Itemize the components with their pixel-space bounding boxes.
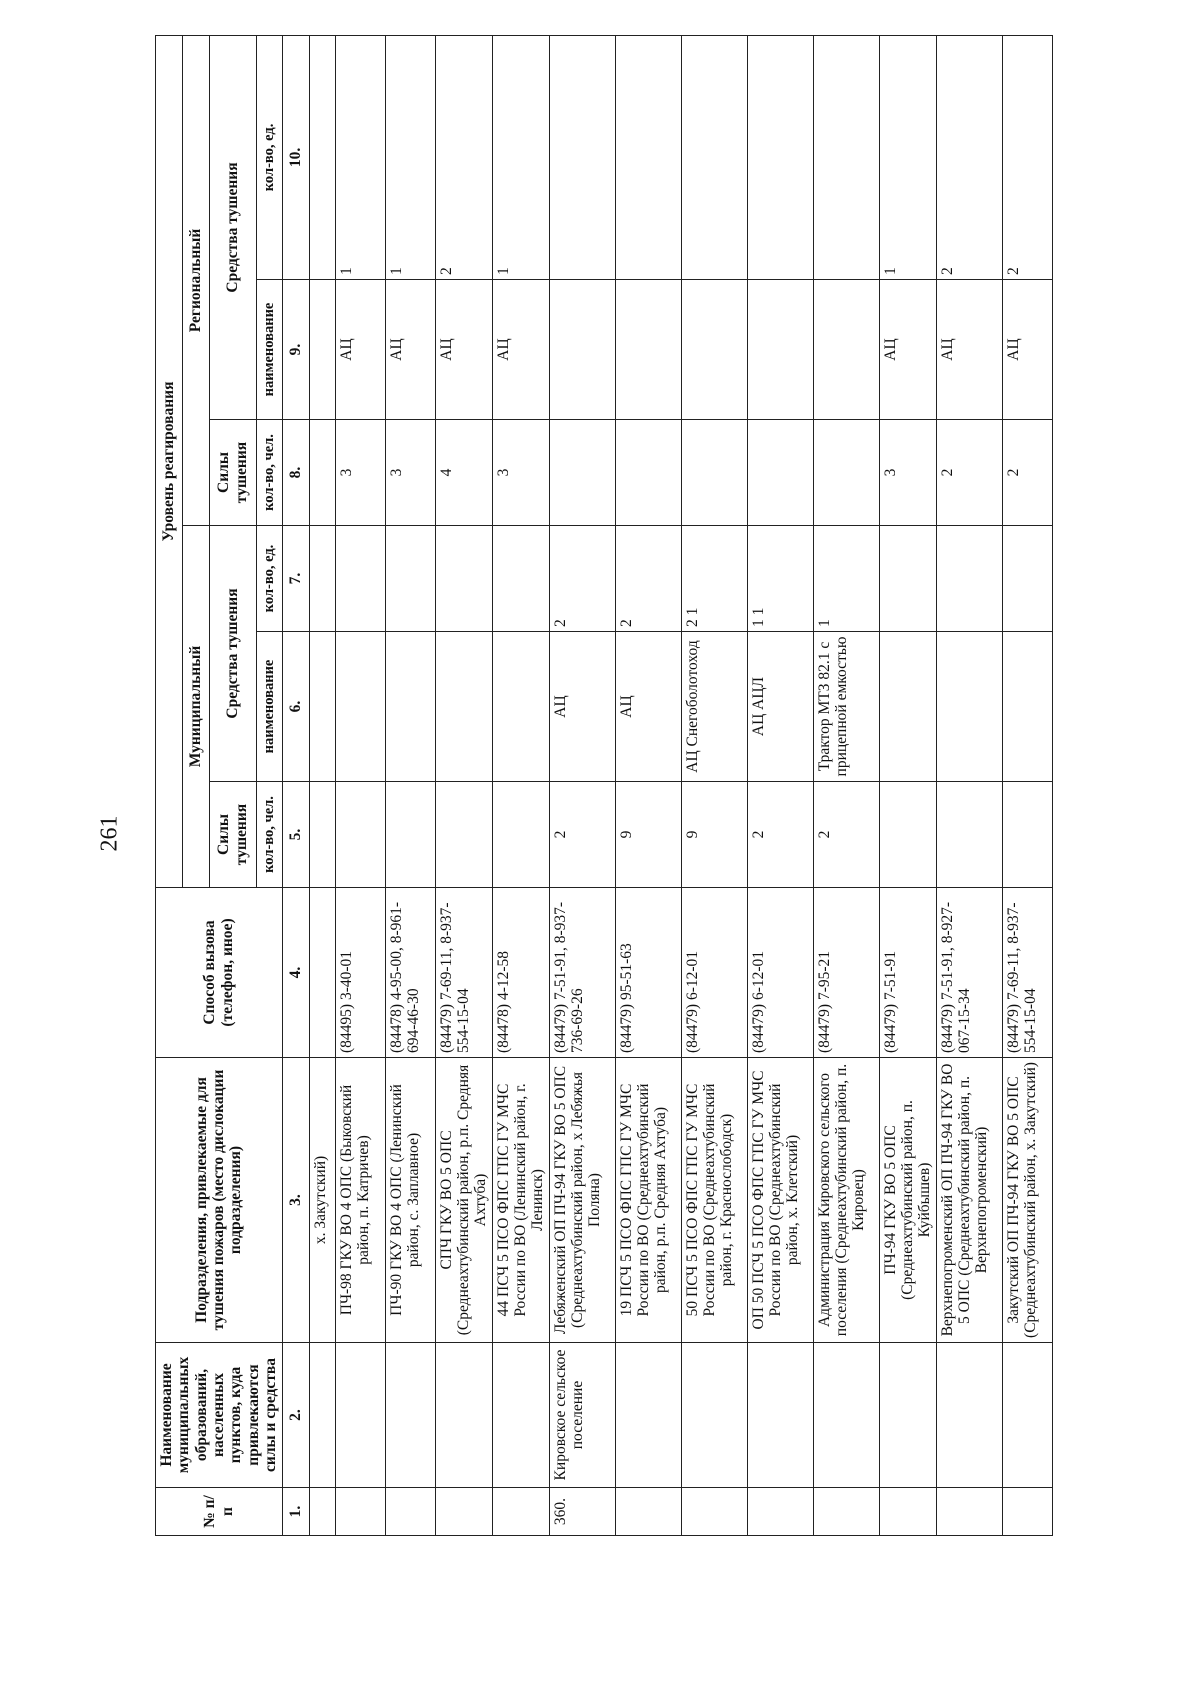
cell-r-means: АЦ — [879, 280, 936, 420]
table-row — [549, 35, 615, 1535]
cell-r-forces: 2 — [936, 420, 1002, 526]
header-m-count-units: кол-во, ед. — [257, 526, 282, 632]
cell-municipality — [1002, 1343, 1052, 1488]
column-number: 5. — [282, 782, 309, 888]
header-m-forces: Силы тушения — [209, 782, 257, 888]
cell-municipality — [615, 1343, 681, 1488]
cell-call: (84478) 4-95-00, 8-961-694-46-30 — [385, 888, 435, 1058]
cell-municipality — [435, 1343, 492, 1488]
cell-unit: 50 ПСЧ 5 ПСО ФПС ГПС ГУ МЧС России по ВО (Среднеахтубинский район, г. Краснослободск) — [681, 1058, 747, 1343]
cell-r-forces — [615, 420, 681, 526]
cell-call: (84479) 7-51-91, 8-927-067-15-34 — [936, 888, 1002, 1058]
cell-r-means: АЦ — [936, 280, 1002, 420]
cell-r-count — [615, 35, 681, 279]
cell-m-count: 2 — [549, 526, 615, 632]
table-row — [879, 35, 936, 1535]
cell-municipality — [813, 1343, 879, 1488]
header-call: Способ вызова (телефон, иное) — [156, 888, 283, 1058]
header-r-name: наименование — [257, 280, 282, 420]
cell-r-count — [813, 35, 879, 279]
column-number: 10. — [282, 35, 309, 279]
cell-r-count: 2 — [435, 35, 492, 279]
header-municipal: Муниципальный — [182, 526, 209, 888]
cell-r-means — [681, 280, 747, 420]
table-row — [435, 35, 492, 1535]
page-number: 261 — [96, 815, 123, 852]
cell-m-means: АЦ — [615, 632, 681, 782]
table-row — [681, 35, 747, 1535]
cell-municipality — [879, 1343, 936, 1488]
cell-num — [309, 1488, 335, 1536]
cell-unit: СПЧ ГКУ ВО 5 ОПС (Среднеахтубинский район, р.п. Средняя Ахтуба) — [435, 1058, 492, 1343]
cell-r-forces — [813, 420, 879, 526]
header-regional: Региональный — [182, 35, 209, 525]
table-row — [936, 35, 1002, 1535]
cell-r-means: АЦ — [1002, 280, 1052, 420]
cell-r-forces — [681, 420, 747, 526]
cell-m-forces — [492, 782, 549, 888]
cell-r-count — [747, 35, 813, 279]
cell-r-count — [549, 35, 615, 279]
cell-r-forces — [549, 420, 615, 526]
cell-unit: х. Закутский) — [309, 1058, 335, 1343]
cell-r-count: 2 — [936, 35, 1002, 279]
cell-m-means — [385, 632, 435, 782]
cell-unit: Закутский ОП ПЧ-94 ГКУ ВО 5 ОПС (Среднеахтубинский район, х. Закутский) — [1002, 1058, 1052, 1343]
cell-m-count: 1 — [813, 526, 879, 632]
cell-r-count: 2 — [1002, 35, 1052, 279]
cell-m-forces: 2 — [747, 782, 813, 888]
cell-m-means — [309, 632, 335, 782]
cell-m-means: Трактор МТЗ 82.1 с прицепной емкостью — [813, 632, 879, 782]
cell-m-count — [385, 526, 435, 632]
cell-m-means — [879, 632, 936, 782]
cell-m-forces — [385, 782, 435, 888]
cell-call: (84479) 6-12-01 — [681, 888, 747, 1058]
cell-r-means — [615, 280, 681, 420]
cell-municipality — [385, 1343, 435, 1488]
cell-unit: Администрация Кировского сельского поселения (Среднеахтубинский район, п. Кировец) — [813, 1058, 879, 1343]
cell-m-forces — [309, 782, 335, 888]
cell-r-forces: 4 — [435, 420, 492, 526]
cell-m-forces — [435, 782, 492, 888]
cell-r-forces: 3 — [879, 420, 936, 526]
cell-num — [747, 1488, 813, 1536]
cell-r-means: АЦ — [492, 280, 549, 420]
column-number: 6. — [282, 632, 309, 782]
cell-num — [335, 1488, 385, 1536]
header-r-count-people: кол-во, чел. — [257, 420, 282, 526]
cell-call: (84479) 95-51-63 — [615, 888, 681, 1058]
header-municipality: Наименование муниципальных образований, населенных пунктов, куда привлекаются силы и средства — [156, 1343, 283, 1488]
table-header — [156, 35, 283, 1535]
cell-m-forces — [1002, 782, 1052, 888]
header-num: № п/п — [156, 1488, 283, 1536]
cell-num — [1002, 1488, 1052, 1536]
cell-num — [813, 1488, 879, 1536]
cell-call — [309, 888, 335, 1058]
cell-m-count — [335, 526, 385, 632]
cell-r-means: АЦ — [435, 280, 492, 420]
cell-num — [435, 1488, 492, 1536]
header-r-forces: Силы тушения — [209, 420, 257, 526]
cell-unit: 19 ПСЧ 5 ПСО ФПС ГПС ГУ МЧС России по ВО (Среднеахтубинский район, р.п. Средняя Ахтуба) — [615, 1058, 681, 1343]
header-m-name: наименование — [257, 632, 282, 782]
cell-m-forces — [335, 782, 385, 888]
cell-m-count — [879, 526, 936, 632]
cell-m-count — [936, 526, 1002, 632]
cell-m-means: АЦ АЦЛ — [747, 632, 813, 782]
table-row — [309, 35, 335, 1535]
table-row — [615, 35, 681, 1535]
cell-num — [879, 1488, 936, 1536]
cell-m-means — [435, 632, 492, 782]
cell-r-count — [681, 35, 747, 279]
cell-r-means: АЦ — [385, 280, 435, 420]
cell-municipality — [936, 1343, 1002, 1488]
header-r-count-units: кол-во, ед. — [257, 35, 282, 279]
cell-num — [385, 1488, 435, 1536]
cell-call: (84495) 3-40-01 — [335, 888, 385, 1058]
table-row — [492, 35, 549, 1535]
table-body — [282, 35, 1052, 1535]
cell-m-count — [1002, 526, 1052, 632]
cell-num — [615, 1488, 681, 1536]
column-number-row — [282, 35, 309, 1535]
header-r-means: Средства тушения — [209, 35, 257, 419]
cell-m-means — [335, 632, 385, 782]
cell-unit: Лебяженский ОП ПЧ-94 ГКУ ВО 5 ОПС (Среднеахтубинский район, х Лебяжья Поляна) — [549, 1058, 615, 1343]
column-number: 9. — [282, 280, 309, 420]
cell-call: (84479) 6-12-01 — [747, 888, 813, 1058]
cell-r-forces: 2 — [1002, 420, 1052, 526]
cell-call: (84479) 7-51-91 — [879, 888, 936, 1058]
cell-unit: ПЧ-98 ГКУ ВО 4 ОПС (Быковский район, п. Катричев) — [335, 1058, 385, 1343]
cell-call: (84479) 7-51-91, 8-937-736-69-26 — [549, 888, 615, 1058]
cell-r-count: 1 — [335, 35, 385, 279]
cell-r-forces: 3 — [385, 420, 435, 526]
cell-r-forces: 3 — [492, 420, 549, 526]
cell-m-means: АЦ — [549, 632, 615, 782]
column-number: 4. — [282, 888, 309, 1058]
cell-unit: ОП 50 ПСЧ 5 ПСО ФПС ГПС ГУ МЧС России по ВО (Среднеахтубинский район, х. Клетский) — [747, 1058, 813, 1343]
cell-municipality — [335, 1343, 385, 1488]
column-number: 1. — [282, 1488, 309, 1536]
cell-call: (84478) 4-12-58 — [492, 888, 549, 1058]
cell-m-forces: 2 — [813, 782, 879, 888]
cell-unit: Верхнепогроменский ОП ПЧ-94 ГКУ ВО 5 ОПС (Среднеахтубинский район, п. Верхнепогроменский) — [936, 1058, 1002, 1343]
table-row — [385, 35, 435, 1535]
cell-r-forces — [747, 420, 813, 526]
cell-r-forces: 3 — [335, 420, 385, 526]
cell-m-forces — [936, 782, 1002, 888]
column-number: 3. — [282, 1058, 309, 1343]
header-units: Подразделения, привлекаемые для тушения пожаров (место дислокации подразделения) — [156, 1058, 283, 1343]
cell-num — [681, 1488, 747, 1536]
cell-m-forces — [879, 782, 936, 888]
forces-table — [155, 35, 1053, 1536]
cell-r-count: 1 — [879, 35, 936, 279]
cell-num: 360. — [549, 1488, 615, 1536]
cell-municipality — [681, 1343, 747, 1488]
cell-m-means — [1002, 632, 1052, 782]
cell-call: (84479) 7-69-11, 8-937-554-15-04 — [435, 888, 492, 1058]
table-row — [747, 35, 813, 1535]
cell-r-means — [813, 280, 879, 420]
column-number: 7. — [282, 526, 309, 632]
cell-unit: ПЧ-94 ГКУ ВО 5 ОПС (Среднеахтубинский район, п. Куйбышев) — [879, 1058, 936, 1343]
cell-m-count: 2 — [615, 526, 681, 632]
column-number: 8. — [282, 420, 309, 526]
cell-m-forces: 2 — [549, 782, 615, 888]
cell-m-means — [936, 632, 1002, 782]
cell-m-count: 2 1 — [681, 526, 747, 632]
cell-m-forces: 9 — [681, 782, 747, 888]
cell-r-forces — [309, 420, 335, 526]
cell-m-count — [492, 526, 549, 632]
cell-r-count: 1 — [385, 35, 435, 279]
cell-unit: 44 ПСЧ 5 ПСО ФПС ГПС ГУ МЧС России по ВО (Ленинский район, г. Ленинск) — [492, 1058, 549, 1343]
cell-r-means — [747, 280, 813, 420]
cell-unit: ПЧ-90 ГКУ ВО 4 ОПС (Ленинский район, с. Заплавное) — [385, 1058, 435, 1343]
header-m-means: Средства тушения — [209, 526, 257, 782]
rotated-table-container — [155, 36, 1155, 1536]
cell-municipality — [309, 1343, 335, 1488]
cell-r-count — [309, 35, 335, 279]
cell-call: (84479) 7-69-11, 8-937-554-15-04 — [1002, 888, 1052, 1058]
cell-municipality — [747, 1343, 813, 1488]
cell-r-means: АЦ — [335, 280, 385, 420]
cell-municipality: Кировское сельское поселение — [549, 1343, 615, 1488]
cell-m-forces: 9 — [615, 782, 681, 888]
table-row — [335, 35, 385, 1535]
cell-r-means — [309, 280, 335, 420]
cell-m-means — [492, 632, 549, 782]
cell-r-means — [549, 280, 615, 420]
cell-r-count: 1 — [492, 35, 549, 279]
cell-m-count — [435, 526, 492, 632]
header-m-count-people: кол-во, чел. — [257, 782, 282, 888]
cell-num — [492, 1488, 549, 1536]
cell-m-count — [309, 526, 335, 632]
table-row — [1002, 35, 1052, 1535]
table-row — [813, 35, 879, 1535]
header-response-level: Уровень реагирования — [156, 35, 183, 887]
column-number: 2. — [282, 1343, 309, 1488]
cell-m-means: АЦ Снегоболотоход — [681, 632, 747, 782]
cell-call: (84479) 7-95-21 — [813, 888, 879, 1058]
cell-num — [936, 1488, 1002, 1536]
cell-municipality — [492, 1343, 549, 1488]
cell-m-count: 1 1 — [747, 526, 813, 632]
